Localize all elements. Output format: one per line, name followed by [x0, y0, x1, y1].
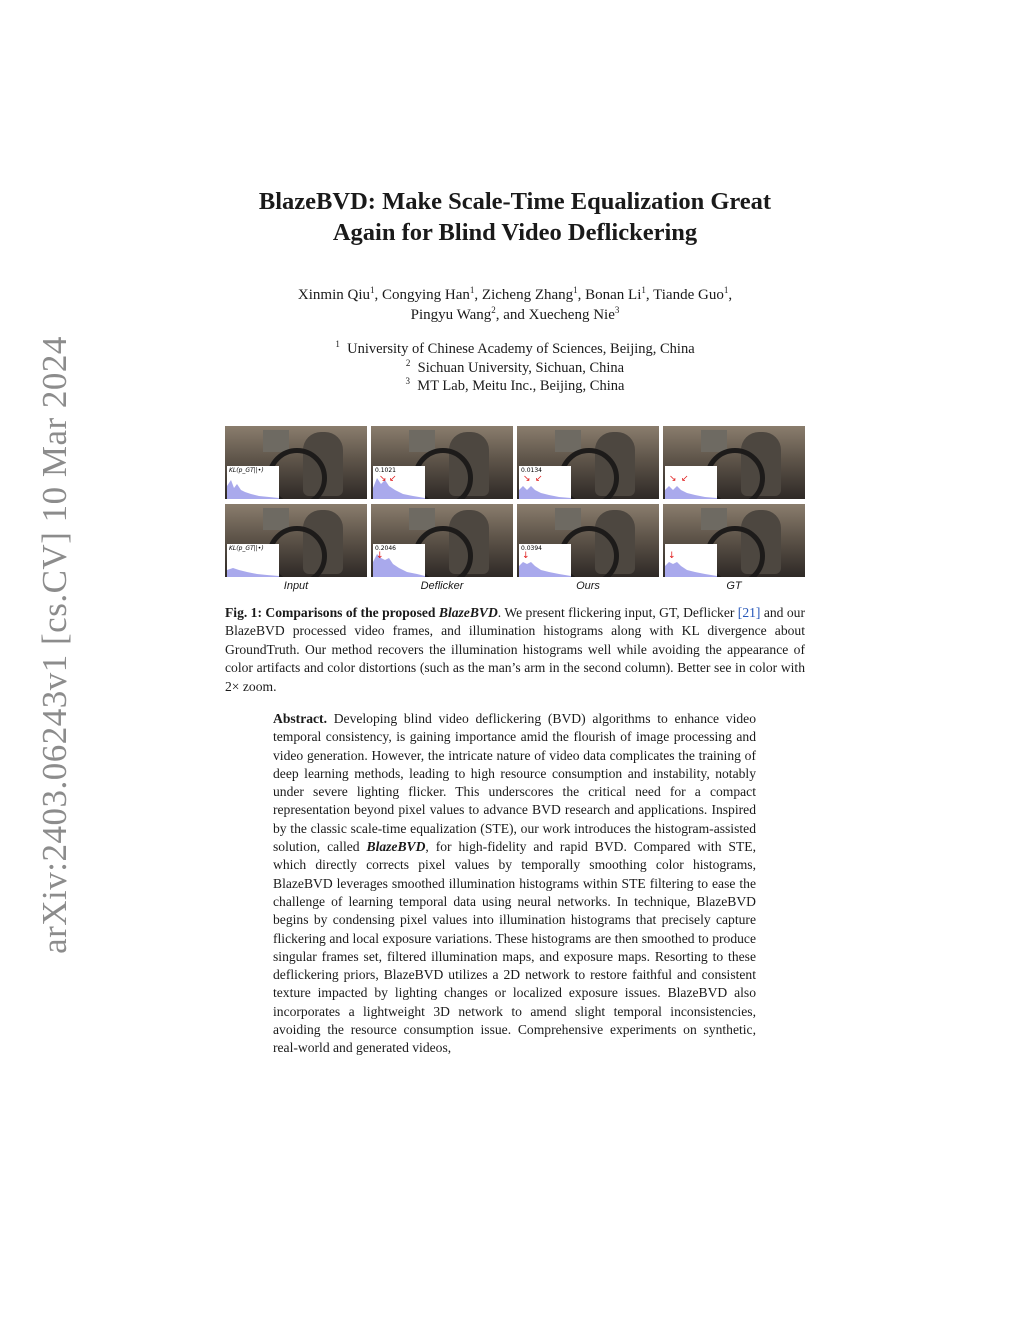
arxiv-id-text: arXiv:2403.06243v1 [cs.CV] 10 Mar 2024 [35, 336, 74, 954]
author: Zicheng Zhang [481, 287, 574, 303]
title-line-2: Again for Blind Video Deflickering [332, 219, 698, 246]
red-arrow-icon: ↙ [535, 474, 543, 484]
abstract [273, 710, 756, 1058]
affiliation [200, 377, 830, 396]
citation-link[interactable]: [21] [737, 605, 761, 620]
column-label: Deflicker [420, 580, 464, 592]
arxiv-identifier [30, 336, 80, 954]
red-arrow-icon: ↓ [522, 551, 530, 561]
caption-text: . We present flickering input, GT, Deflicker [497, 605, 738, 620]
author: Xinmin Qiu [297, 287, 370, 303]
comparison-figure [225, 426, 805, 596]
red-arrow-icon: ↘ [669, 474, 677, 484]
affiliation-text: Sichuan University, Sichuan, China [417, 359, 625, 376]
kl-label: KL(p_GT||•) [229, 545, 264, 552]
paper-title [200, 186, 830, 248]
red-arrow-icon: ↘ [379, 474, 387, 484]
abstract-label: Abstract. [273, 711, 327, 726]
figure-caption [225, 604, 805, 696]
red-arrow-icon: ↙ [389, 474, 397, 484]
abstract-text: Developing blind video deflickering (BVD) algorithms to enhance video temporal consistency, is gaining importance amid the flourish of image processing and video generation. However, the intricate nature of video data complicates the training of deep learning methods, leading to high resource consumption and instability, notably under severe lighting flicker. This underscores the critical need for a compact representation beyond pixel values to advance BVD research and applications. Inspired by the classic scale-time equalization (STE), our work introduces the histogram-assisted solution, called [273, 711, 756, 855]
frame-deflicker-row2 [371, 504, 513, 577]
author-affil-mark: 1 [370, 285, 375, 295]
affiliation-text: MT Lab, Meitu Inc., Beijing, China [417, 378, 625, 394]
author-affil-mark: 1 [573, 285, 578, 295]
author: Pingyu Wang [410, 307, 492, 323]
affiliation [200, 340, 830, 359]
author-affil-mark: 1 [641, 285, 646, 295]
frame-ours-row2 [517, 504, 659, 577]
author-affil-mark: 2 [491, 305, 496, 315]
frame-gt-row2 [663, 504, 805, 577]
caption-method-name: BlazeBVD [438, 605, 498, 620]
affiliation-mark: 1 [335, 339, 340, 350]
title-line-1: BlazeBVD: Make Scale-Time Equalization Great [258, 188, 772, 215]
frame-gt-row1 [663, 426, 805, 499]
caption-text: and our BlazeBVD processed video frames, and illumination histograms along with KL divergence about GroundTruth. Our method recovers the illumination histograms well while avoiding the appearance of color artifacts and color distortions (such as the man’s arm in the second column). Better see in color with 2× zoom. [225, 605, 805, 694]
author: Xuecheng Nie [528, 307, 615, 323]
author: Congying Han [382, 287, 470, 303]
affiliation-text: University of Chinese Academy of Sciences, Beijing, China [347, 341, 695, 357]
column-label: GT [726, 580, 742, 592]
kl-value: 0.1021 [375, 467, 396, 474]
column-label: Ours [576, 580, 600, 592]
affiliation-list [200, 340, 830, 396]
frame-deflicker-row1 [371, 426, 513, 499]
kl-label: KL(p_GT||•) [229, 467, 264, 474]
author: Tiande Guo [653, 287, 724, 303]
frame-input-row1 [225, 426, 367, 499]
kl-value: 0.0394 [521, 545, 542, 552]
red-arrow-icon: ↙ [681, 474, 689, 484]
figure-column-labels [225, 580, 805, 596]
affiliation [200, 359, 830, 378]
frame-ours-row1 [517, 426, 659, 499]
kl-value: 0.0134 [521, 467, 542, 474]
affiliation-mark: 3 [405, 376, 411, 387]
kl-value: 0.2046 [375, 545, 396, 552]
red-arrow-icon: ↘ [523, 474, 531, 484]
red-arrow-icon: ↓ [376, 551, 384, 561]
frame-input-row2 [225, 504, 367, 577]
abstract-method-name: BlazeBVD [366, 839, 426, 855]
affiliation-mark: 2 [405, 357, 411, 368]
author: Bonan Li [585, 287, 642, 303]
caption-label: Fig. 1: Comparisons of the proposed [225, 605, 439, 620]
author-affil-mark: 3 [614, 305, 620, 315]
column-label: Input [283, 580, 309, 592]
author-affil-mark: 1 [469, 285, 475, 295]
abstract-text: , for high-fidelity and rapid BVD. Compared with STE, which directly corrects pixel values by temporally smoothing color histograms, BlazeBVD leverages smoothed illumination histograms within STE filtering to ease the challenge of learning temporal data using neural networks. In technique, BlazeBVD begins by condensing pixel values into illumination histograms that precisely capture flickering and local exposure variations. These histograms are then smoothed to produce singular frames set, filtered illumination maps, and exposure maps. Resorting to these deflickering priors, BlazeBVD utilizes a 2D network to restore faithful and consistent texture impacted by lighting changes or localized exposure issues. BlazeBVD also incorporates a lightweight 3D network to amend slight temporal inconsistencies, avoiding the resource consumption issue. Comprehensive experiments on synthetic, real-world and generated videos, [273, 839, 756, 1056]
author-list: Xinmin Qiu$^1$, Congying Han$^1$, Zicheng Zhang$^1$, Bonan Li$^1$, Tiande Guo$^1$, Pingyu Wang$^2$, and Xuecheng Nie$^3$ [297, 285, 733, 323]
author-affil-mark: 1 [723, 285, 729, 295]
red-arrow-icon: ↓ [668, 551, 676, 561]
